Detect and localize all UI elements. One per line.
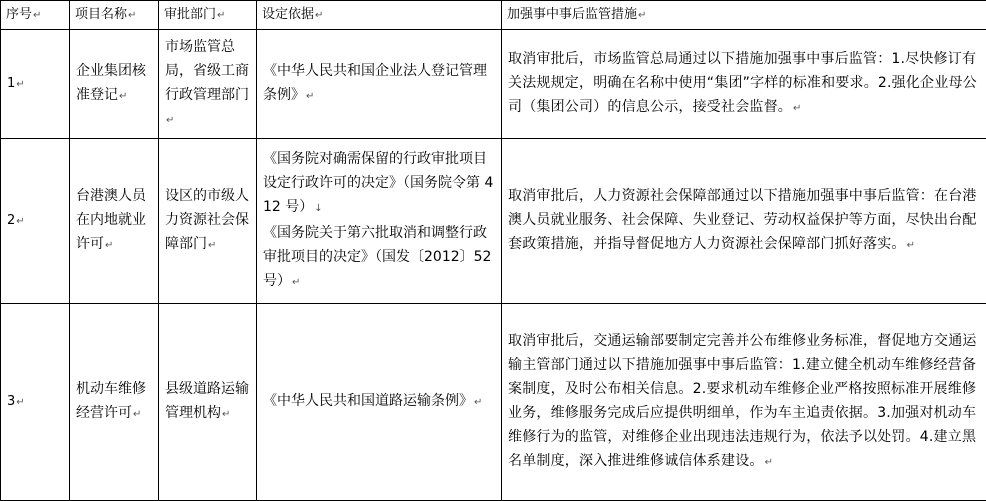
cell-basis: 《中华人民共和国企业法人登记管理条例》↵ xyxy=(257,30,502,139)
header-row xyxy=(1,1,986,30)
cell-no: 1↵ xyxy=(1,30,70,139)
table-row xyxy=(1,304,986,501)
cell-no: 2↵ xyxy=(1,139,70,304)
cell-measures: 取消审批后，交通运输部要制定完善并公布维修业务标准，督促地方交通运输主管部门通过以下措施加强事中事后监管：1.建立健全机动车维修经营备案制度，及时公布相关信息。2.要求机动车维修企业严格按照标准开展维修业务，维修服务完成后应提供明细单，作为车主追责依据。3.加强对机动车维修行为的监管，对维修企业出现违法违规行为，依法予以处罚。4.建立黑名单制度，深入推进维修诚信体系建设。↵ xyxy=(502,304,986,501)
cell-basis: 《中华人民共和国道路运输条例》↵ xyxy=(257,304,502,501)
cell-name: 台港澳人员在内地就业许可↵ xyxy=(70,139,159,304)
cell-name: 机动车维修经营许可↵ xyxy=(70,304,159,501)
header-no: 序号↵ xyxy=(1,1,70,30)
cell-no: 3↵ xyxy=(1,304,70,501)
cell-name: 企业集团核准登记↵ xyxy=(70,30,159,139)
table-row xyxy=(1,30,986,139)
header-basis: 设定依据↵ xyxy=(257,1,502,30)
header-measures: 加强事中事后监管措施↵ xyxy=(502,1,986,30)
header-name: 项目名称↵ xyxy=(70,1,159,30)
header-dept: 审批部门↵ xyxy=(159,1,257,30)
table-row xyxy=(1,139,986,304)
cell-basis: 《国务院对确需保留的行政审批项目设定行政许可的决定》（国务院令第 412 号）↓ 《国务院关于第六批取消和调整行政审批项目的决定》（国发〔2012〕52 号）↵ xyxy=(257,139,502,304)
cell-measures: 取消审批后，人力资源社会保障部通过以下措施加强事中事后监管：在台港澳人员就业服务、社会保障、失业登记、劳动权益保护等方面，尽快出台配套政策措施，并指导督促地方人力资源社会保障部门抓好落实。↵ xyxy=(502,139,986,304)
cell-measures: 取消审批后，市场监管总局通过以下措施加强事中事后监管：1.尽快修订有关法规规定，明确在名称中使用“集团”字样的标准和要求。2.强化企业母公司（集团公司）的信息公示，接受社会监督。↵ xyxy=(502,30,986,139)
cell-dept: 县级道路运输管理机构↵ xyxy=(159,304,257,501)
cell-dept: 设区的市级人力资源社会保障部门↵ xyxy=(159,139,257,304)
cell-dept: 市场监管总局，省级工商行政管理部门↵ xyxy=(159,30,257,139)
